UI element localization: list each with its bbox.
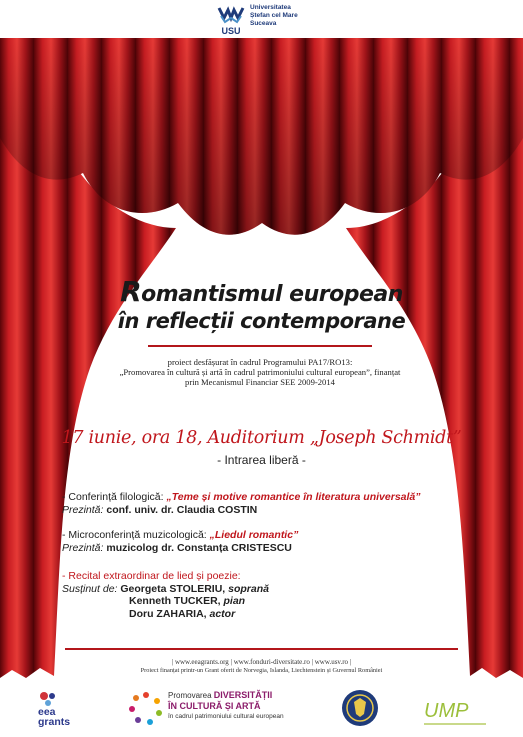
university-line2: Ștefan cel Mare: [250, 12, 298, 19]
performer2-role: pian: [223, 595, 246, 607]
diversity-circle-icon: [128, 690, 164, 726]
performer2-name: Kenneth TUCKER,: [129, 595, 224, 607]
free-entry-note: - Intrarea liberă -: [217, 453, 306, 467]
bottom-divider: [65, 648, 458, 650]
university-line3: Suceava: [250, 20, 277, 27]
ministry-of-culture-seal-icon: [340, 688, 380, 728]
eea-grants-logo: [38, 690, 94, 730]
project-line3: prin Mecanismul Financiar SEE 2009-2014: [185, 377, 335, 387]
poster-title-line2: în reflecții contemporane: [117, 309, 406, 333]
footer-funding-note: Proiect finanțat printr-un Grant oferit de Norvegia, Islanda, Liechtenstein și Guvernul României: [140, 667, 383, 674]
title-initial: R: [120, 275, 142, 308]
item3-title: - Recital extraordinar de lied și poezie:: [62, 570, 241, 582]
item1-presenter-label: Prezintă:: [62, 503, 107, 516]
item2-title: „Liedul romantic”: [209, 529, 299, 541]
diversity-line3: în cadrul patrimoniului cultural european: [168, 713, 284, 720]
eea-line1: eea: [38, 706, 56, 718]
title-rest: omantismul european: [141, 282, 403, 307]
item2-presenter-label: Prezintă:: [62, 541, 107, 554]
item1-presenter: conf. univ. dr. Claudia COSTIN: [106, 503, 258, 516]
ump-logo: [420, 693, 495, 731]
project-line1: proiect desfășurat în cadrul Programului PA17/RO13:: [167, 357, 353, 367]
program-item-conference: [62, 491, 482, 516]
poster-title-line1: [0, 275, 523, 308]
title-divider: [148, 345, 372, 347]
diversity-highlight: DIVERSITĂȚII: [213, 690, 273, 700]
ump-mark: UMP: [424, 700, 469, 722]
diversity-line2: ÎN CULTURĂ ȘI ARTĂ: [168, 701, 261, 711]
university-line1: Universitatea: [250, 4, 291, 11]
performer1-name: Georgeta STOLERIU,: [120, 582, 229, 595]
diversity-programme-logo: [128, 688, 318, 732]
item2-presenter: muzicolog dr. Constanța CRISTESCU: [106, 541, 292, 554]
item1-label: - Conferință filologică:: [62, 491, 167, 503]
performer3-role: actor: [209, 607, 236, 620]
performer3-name: Doru ZAHARIA,: [129, 607, 210, 620]
diversity-prefix: Promovarea: [168, 691, 214, 700]
program-item-microconference: [62, 529, 482, 554]
usu-abbr: USU: [221, 26, 241, 36]
project-line2: „Promovarea în cultură și artă în cadrul patrimoniului cultural european”, finanțat: [119, 367, 401, 377]
item3-support-label: Susținut de:: [62, 582, 121, 595]
performer1-role: soprană: [228, 582, 269, 595]
university-name: [250, 4, 340, 28]
footer-links: | www.eeagrants.org | www.fonduri-diversitate.ro | www.usv.ro |: [171, 658, 352, 666]
item2-label: - Microconferință muzicologică:: [62, 529, 210, 541]
eea-line2: grants: [38, 716, 71, 728]
usu-logo: [215, 4, 247, 36]
item1-title: „Teme și motive romantice în literatura universală”: [166, 491, 421, 503]
event-date-place: 17 iunie, ora 18, Auditorium „Joseph Schmidt”: [61, 428, 462, 448]
project-description: [100, 357, 420, 387]
program-item-recital: [62, 570, 482, 620]
